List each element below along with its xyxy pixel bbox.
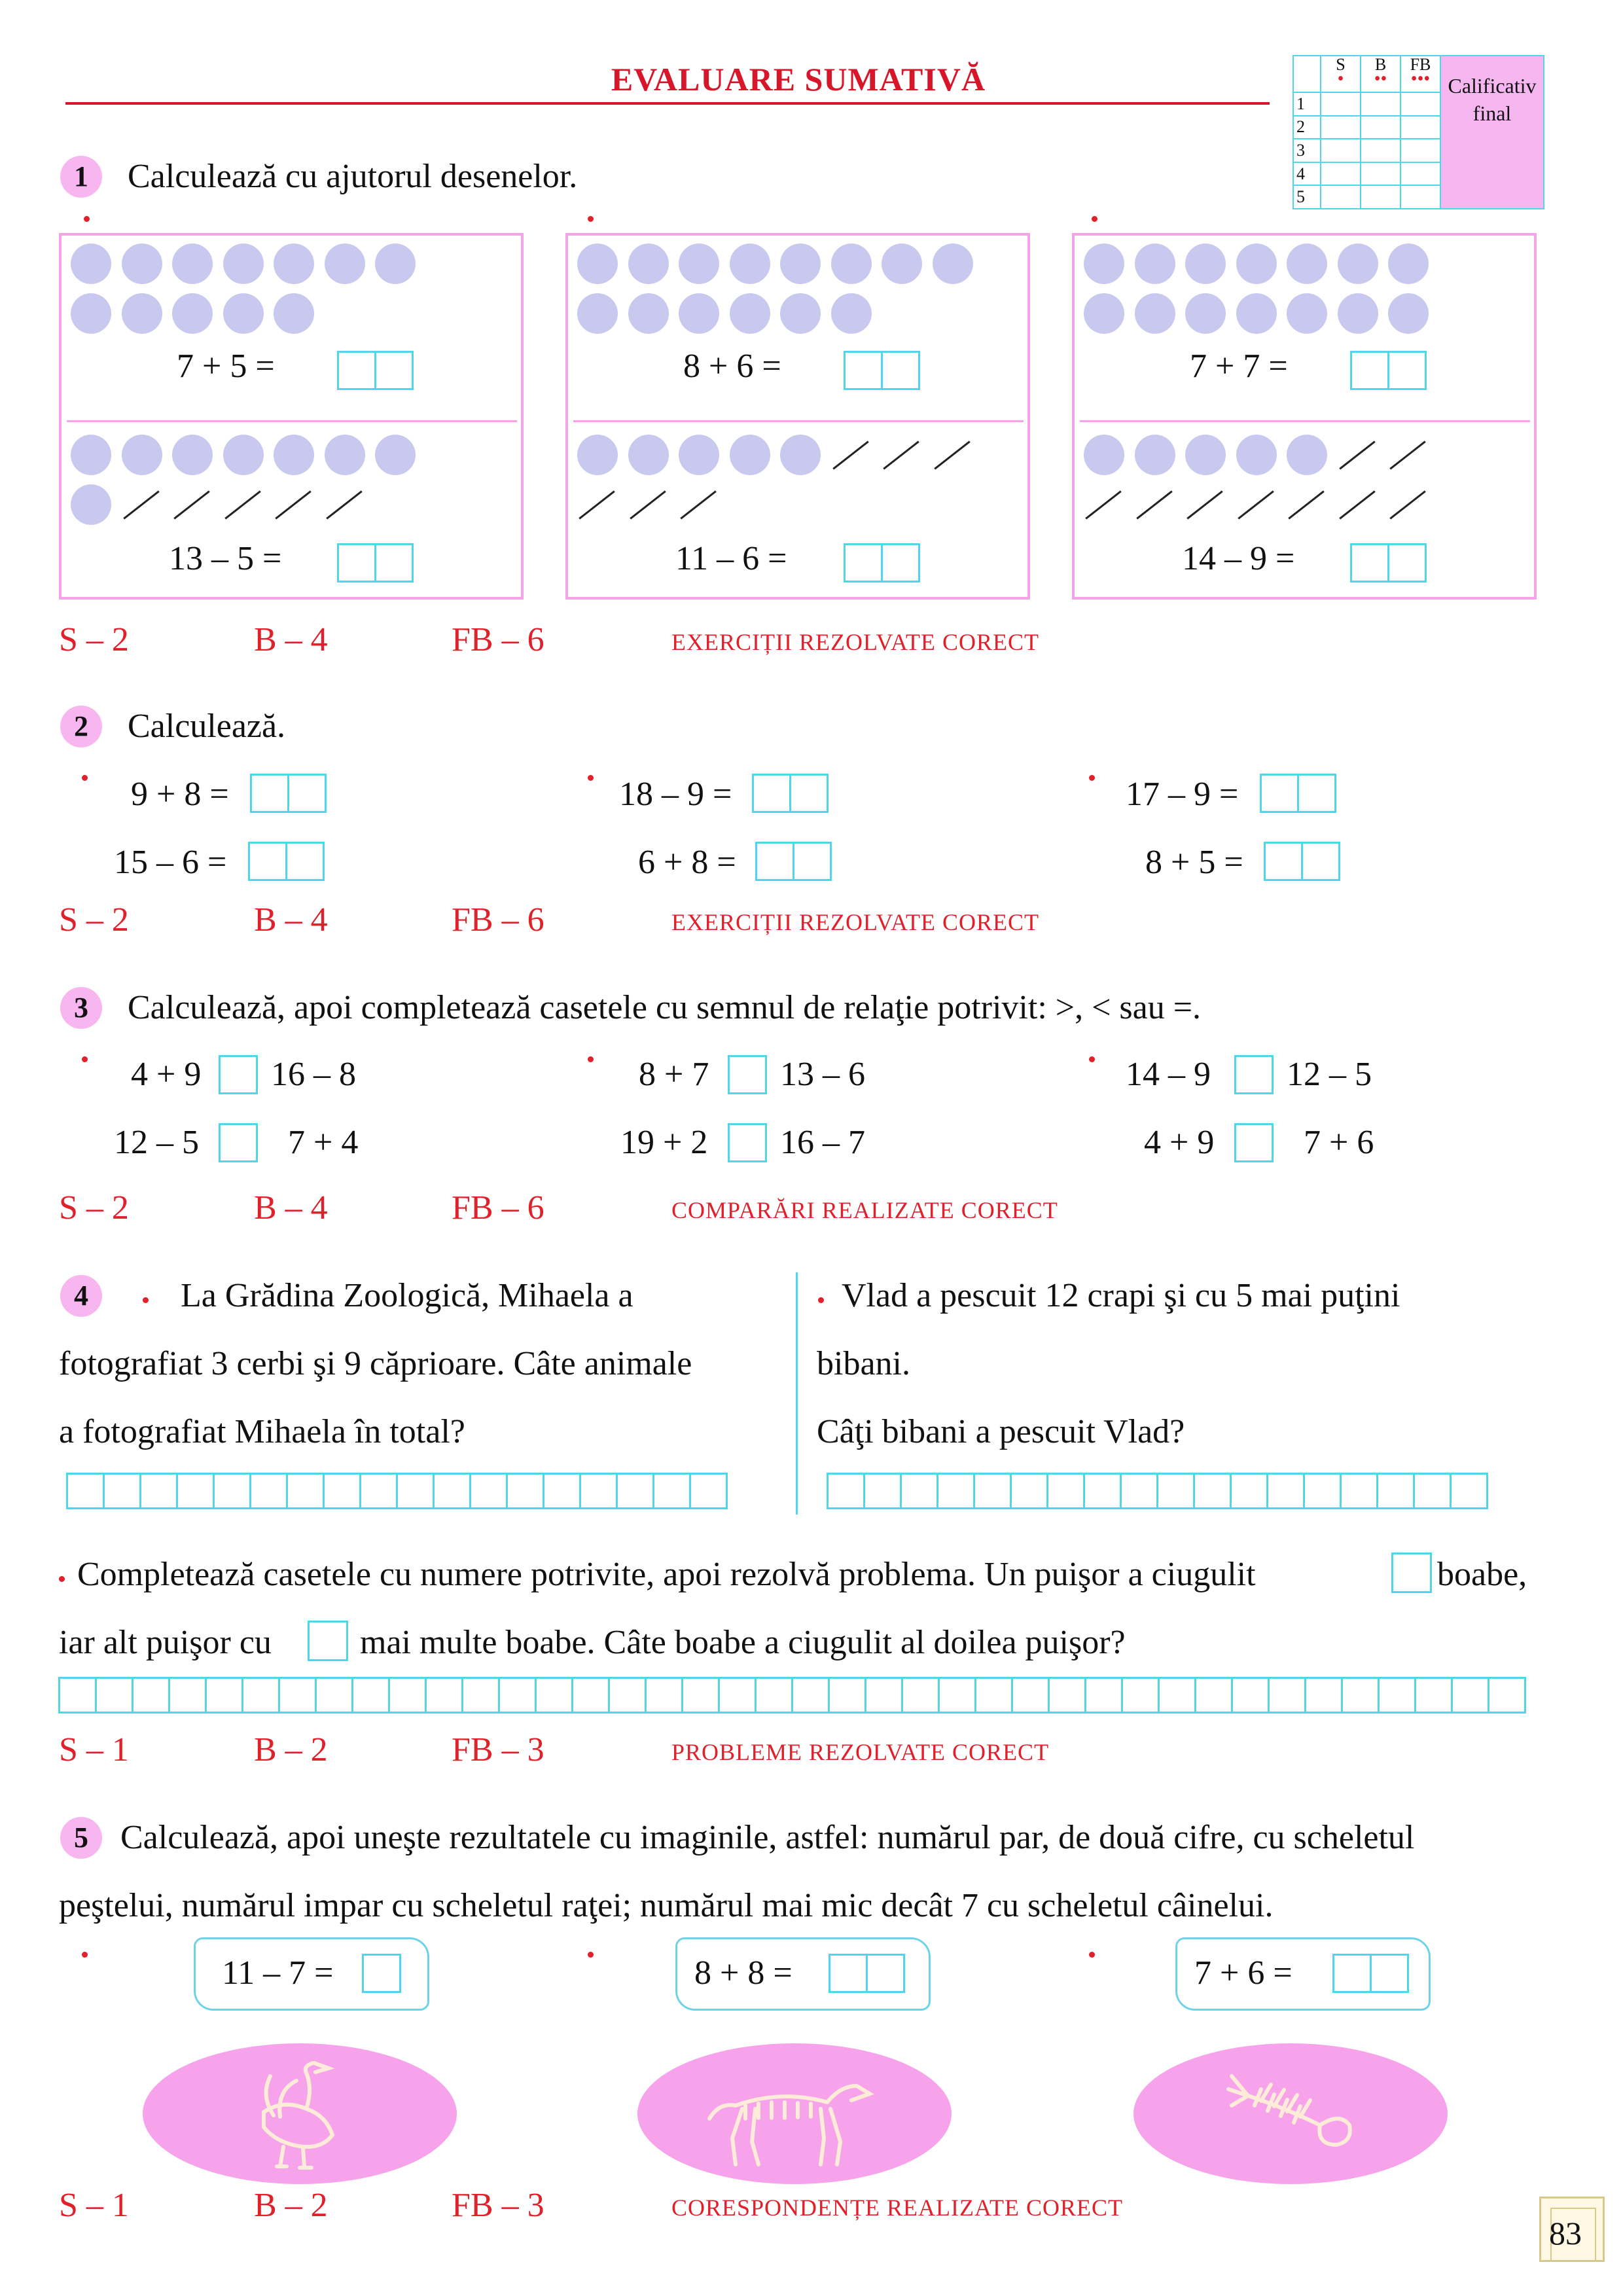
bullet [82,1952,88,1958]
fish-skeleton-icon [1133,2043,1448,2184]
sign-box[interactable] [1234,1055,1274,1094]
counter-circle [1287,243,1327,284]
grid-cell[interactable] [498,1677,537,1713]
counter-circle [780,293,821,334]
grid-cell[interactable] [1413,1473,1452,1509]
counter-circle [1135,243,1175,284]
answer-box[interactable] [1262,774,1336,813]
counter-circle [274,293,314,334]
counter-circle [274,435,314,475]
counter-circle [679,243,719,284]
final-label-2: final [1472,101,1512,125]
crossed-circle [680,490,716,519]
col-b: B [1374,55,1387,74]
counter-circle [1135,293,1175,334]
crossed-circle [173,490,209,519]
counter-circle [1236,243,1277,284]
grade-s: S – 2 [59,901,129,939]
counter-circle [679,293,719,334]
counter-circle [172,293,213,334]
crossed-circle [123,490,159,519]
ex5-instruction-line-2: peştelui, numărul impar cu scheletul raţei; numărul mai mic decât 7 cu scheletul câinelui. [59,1887,1274,1924]
bullet [84,216,90,222]
page-number: 83 [1549,2215,1582,2251]
grid-cell[interactable] [535,1677,573,1713]
grid-cell[interactable] [1158,1677,1196,1713]
ex3-1b-right: 7 + 4 [288,1124,359,1161]
answer-box[interactable] [1334,1954,1409,1993]
counter-circle [1084,243,1124,284]
col-fb: FB [1410,55,1431,74]
number-box[interactable] [308,1621,348,1661]
grid-cell[interactable] [1341,1677,1380,1713]
crossed-circle [1136,490,1172,519]
row-4: 4 [1293,162,1321,186]
drawing-card-2 [565,233,1030,600]
grid-cell[interactable] [168,1677,207,1713]
counter-circle [122,293,162,334]
answer-box[interactable] [339,543,414,583]
crossed-circle [1288,490,1324,519]
grid-cell[interactable] [1156,1473,1195,1509]
crossed-circle [1339,440,1375,469]
row-3: 3 [1293,139,1321,162]
counter-circle [1236,293,1277,334]
exercise-5-caption: CORESPONDENȚE REALIZATE CORECT [671,2195,1123,2221]
exercise-number-4: 4 [60,1275,102,1317]
counter-circle [223,293,264,334]
bullet [588,1056,594,1062]
ex2-item-1a: 9 + 8 = [131,776,229,813]
bullet [59,1576,65,1582]
answer-box[interactable] [1352,351,1427,390]
answer-box[interactable] [1266,842,1340,881]
crossed-circle [832,440,868,469]
grade-fb: FB – 6 [452,621,544,658]
grid-cell[interactable] [461,1677,500,1713]
grid-cell[interactable] [901,1677,940,1713]
ex4-third-line-1a: Completează casetele cu numere potrivite, apoi rezolvă problema. Un puişor a ciugulit [77,1556,1256,1593]
grid-cell[interactable] [1340,1473,1378,1509]
crossed-circle [1186,490,1222,519]
exercise-number-2: 2 [60,706,102,747]
exercise-2-caption: EXERCIȚII REZOLVATE CORECT [671,909,1039,935]
counter-circle [577,293,618,334]
score-table: S • B •• FB ••• Calificativ final 1 2 3 4 5 [1293,55,1544,209]
grid-cell[interactable] [1268,1677,1306,1713]
counter-circle [831,243,872,284]
counter-circle [730,293,770,334]
bullet [1089,1952,1095,1958]
exercise-1-caption: EXERCIȚII REZOLVATE CORECT [671,629,1039,655]
sign-box[interactable] [1234,1123,1274,1162]
answer-box[interactable] [757,842,832,881]
grid-cell[interactable] [1084,1677,1123,1713]
answer-grid-wide[interactable] [60,1677,1526,1713]
counter-circle [628,243,669,284]
grid-cell[interactable] [433,1473,471,1509]
counter-circle [1287,435,1327,475]
ex3-1a-right: 16 – 8 [271,1056,356,1093]
counter-circle [71,484,111,525]
row-1: 1 [1293,92,1321,116]
counter-circle [71,243,111,284]
ex2-item-2a: 18 – 9 = [619,776,732,813]
column-divider [796,1272,798,1515]
grid-cell[interactable] [388,1677,427,1713]
grid-cell[interactable] [974,1677,1013,1713]
exercise-number-3: 3 [60,987,102,1029]
bullet [1092,216,1097,222]
bullet [588,216,594,222]
grade-s: S – 2 [59,1189,129,1227]
counter-circle [325,243,365,284]
ex4-left-line-3: a fotografiat Mihaela în total? [59,1413,465,1450]
grid-cell[interactable] [865,1677,903,1713]
grid-cell[interactable] [652,1473,691,1509]
ex4-third-line-2b: mai multe boabe. Câte boabe a ciugulit al doilea puişor? [360,1624,1126,1661]
grid-cell[interactable] [1193,1473,1232,1509]
counter-circle [1185,243,1226,284]
grade-b: B – 2 [254,1731,328,1768]
counter-circle [730,435,770,475]
grid-cell[interactable] [973,1473,1012,1509]
grid-cell[interactable] [616,1473,654,1509]
counter-circle [375,435,416,475]
counter-circle [1084,435,1124,475]
grid-cell[interactable] [278,1677,317,1713]
grade-fb: FB – 3 [452,1731,544,1768]
crossed-circle [1085,490,1121,519]
grade-b: B – 4 [254,1189,328,1227]
grid-cell[interactable] [938,1677,976,1713]
grade-s: S – 1 [59,2187,129,2224]
grade-s: S – 1 [59,1731,129,1768]
row-2: 2 [1293,116,1321,139]
grid-cell[interactable] [1046,1473,1085,1509]
final-label-1: Calificativ [1448,74,1537,98]
counter-circle [1185,435,1226,475]
ex3-2a-left: 8 + 7 [639,1056,709,1093]
counter-circle [882,243,922,284]
counter-circle [831,293,872,334]
crossed-circle [1389,440,1425,469]
title-underline [65,102,1270,105]
ex3-2b-left: 19 + 2 [620,1124,708,1161]
counter-circle [780,435,821,475]
fish-skeleton-image[interactable] [1133,2043,1448,2184]
ex2-item-2b: 6 + 8 = [638,844,736,881]
counter-circle [1084,293,1124,334]
grid-cell[interactable] [791,1677,830,1713]
duck-skeleton-icon [143,2043,457,2184]
grid-cell[interactable] [95,1677,134,1713]
crossed-circle [275,490,311,519]
crossed-circle [326,490,362,519]
counter-circle [375,243,416,284]
counter-circle [223,435,264,475]
grid-cell[interactable] [132,1677,170,1713]
grid-cell[interactable] [1451,1677,1489,1713]
grid-cell[interactable] [689,1473,728,1509]
grid-cell[interactable] [936,1473,975,1509]
grid-cell[interactable] [1083,1473,1122,1509]
col-s: S [1336,55,1346,74]
counter-circle [223,243,264,284]
duck-skeleton-image[interactable] [143,2043,457,2184]
answer-grid-right[interactable] [829,1473,1488,1509]
counter-circle [1135,435,1175,475]
bullet [82,775,88,781]
grid-cell[interactable] [571,1677,610,1713]
counter-circle [933,243,973,284]
card-2-top-equation: 8 + 6 = [683,348,781,385]
ex4-left-line-2: fotografiat 3 cerbi şi 9 căprioare. Câte animale [59,1345,692,1382]
grid-cell[interactable] [900,1473,938,1509]
crossed-circle [1238,490,1274,519]
bullet [1089,775,1095,781]
grid-cell[interactable] [1048,1677,1086,1713]
counter-circle [730,243,770,284]
ex5-instruction-line-1: Calculează, apoi uneşte rezultatele cu imaginile, astfel: numărul par, de două cifre, cu scheletul [120,1819,1415,1856]
ex5-eq-3: 7 + 6 = [1194,1954,1293,1992]
grid-cell[interactable] [1304,1677,1343,1713]
grade-b: B – 4 [254,621,328,658]
ex4-right-line-1: Vlad a pescuit 12 crapi şi cu 5 mai puţini [842,1277,1400,1314]
equation-banner-2 [675,1937,931,2011]
answer-box[interactable] [339,351,414,390]
ex3-2a-right: 13 – 6 [780,1056,865,1093]
ex5-eq-2: 8 + 8 = [694,1954,793,1992]
counter-circle [71,435,111,475]
grade-fb: FB – 6 [452,901,544,939]
drawing-card-1 [59,233,524,600]
grid-cell[interactable] [396,1473,435,1509]
grid-cell[interactable] [543,1473,581,1509]
grid-cell[interactable] [205,1677,243,1713]
exercise-number-1: 1 [60,156,102,198]
bullet [588,775,594,781]
ex4-left-line-1: La Grădina Zoologică, Mihaela a [181,1277,633,1314]
exercise-1-instruction: Calculează cu ajutorul desenelor. [128,158,578,195]
grid-cell[interactable] [469,1473,508,1509]
counter-circle [1236,435,1277,475]
counter-circle [1388,243,1429,284]
counter-circle [1338,243,1378,284]
card-1-top-equation: 7 + 5 = [177,348,275,385]
bullet [588,1952,594,1958]
grid-cell[interactable] [1010,1473,1048,1509]
counter-circle [1287,293,1327,334]
ex3-2b-right: 16 – 7 [780,1124,865,1161]
grade-s: S – 2 [59,621,129,658]
exercise-4-caption: PROBLEME REZOLVATE CORECT [671,1739,1050,1765]
answer-box[interactable] [1352,543,1427,583]
bullet [818,1297,824,1303]
crossed-circle [224,490,260,519]
grid-cell[interactable] [718,1677,757,1713]
ex2-item-1b: 15 – 6 = [114,844,227,881]
grid-cell[interactable] [103,1473,141,1509]
ex3-3a-right: 12 – 5 [1287,1056,1372,1093]
sign-box[interactable] [728,1055,767,1094]
ex4-right-line-3: Câţi bibani a pescuit Vlad? [817,1413,1185,1450]
dog-skeleton-image[interactable] [637,2043,952,2184]
grid-cell[interactable] [286,1473,325,1509]
ex3-1a-left: 4 + 9 [131,1056,202,1093]
grid-cell[interactable] [1376,1473,1415,1509]
counter-circle [122,243,162,284]
grade-fb: FB – 3 [452,2187,544,2224]
counter-circle [1185,293,1226,334]
crossed-circle [579,490,615,519]
counter-circle [122,435,162,475]
counter-circle [325,435,365,475]
counter-circle [274,243,314,284]
answer-grid-left[interactable] [68,1473,728,1509]
grid-cell[interactable] [241,1677,280,1713]
grid-cell[interactable] [645,1677,683,1713]
page-number-box [1539,2197,1605,2262]
sign-box[interactable] [728,1123,767,1162]
grid-cell[interactable] [681,1677,720,1713]
grid-cell[interactable] [323,1473,361,1509]
counter-circle [172,243,213,284]
dog-skeleton-icon [637,2043,952,2184]
ex4-third-line-1b: boabe, [1437,1556,1527,1593]
counter-circle [577,243,618,284]
exercise-3-caption: COMPARĂRI REALIZATE CORECT [671,1197,1058,1223]
bullet [143,1297,149,1303]
grid-cell[interactable] [828,1677,866,1713]
counter-circle [679,435,719,475]
card-2-bottom-equation: 11 – 6 = [675,540,787,577]
grade-b: B – 2 [254,2187,328,2224]
crossed-circle [883,440,919,469]
grid-cell[interactable] [755,1677,793,1713]
grid-cell[interactable] [139,1473,178,1509]
grid-cell[interactable] [608,1677,647,1713]
row-5: 5 [1293,185,1321,209]
ex3-3b-left: 4 + 9 [1144,1124,1215,1161]
sign-box[interactable] [219,1055,258,1094]
ex4-right-line-2: bibani. [817,1345,910,1382]
counter-circle [1338,293,1378,334]
ex3-1b-left: 12 – 5 [114,1124,199,1161]
ex3-3a-left: 14 – 9 [1126,1056,1211,1093]
exercise-3-instruction: Calculează, apoi completează casetele cu semnul de relaţie potrivit: >, < sau =. [128,989,1202,1026]
crossed-circle [1389,490,1425,519]
answer-box[interactable] [830,1954,905,1993]
grid-cell[interactable] [506,1473,544,1509]
equation-banner-1 [194,1937,429,2011]
grid-cell[interactable] [359,1473,398,1509]
grid-cell[interactable] [1120,1473,1158,1509]
grid-cell[interactable] [213,1473,251,1509]
counter-circle [577,435,618,475]
ex3-3b-right: 7 + 6 [1304,1124,1374,1161]
grid-cell[interactable] [1414,1677,1453,1713]
grade-fb: FB – 6 [452,1189,544,1227]
ex2-item-3b: 8 + 5 = [1145,844,1243,881]
grade-b: B – 4 [254,901,328,939]
answer-box[interactable] [250,842,325,881]
crossed-circle [1339,490,1375,519]
grid-cell[interactable] [579,1473,618,1509]
grid-cell[interactable] [1488,1677,1526,1713]
grid-cell[interactable] [1121,1677,1160,1713]
grid-cell[interactable] [827,1473,865,1509]
grid-cell[interactable] [1303,1473,1342,1509]
ex4-third-line-2a: iar alt puişor cu [59,1624,272,1661]
card-3-top-equation: 7 + 7 = [1190,348,1288,385]
grid-cell[interactable] [66,1473,105,1509]
counter-circle [780,243,821,284]
grid-cell[interactable] [1450,1473,1488,1509]
ex2-item-3a: 17 – 9 = [1126,776,1239,813]
answer-box[interactable] [362,1954,401,1993]
answer-box[interactable] [754,774,829,813]
answer-box[interactable] [846,351,920,390]
exercise-number-5: 5 [60,1817,102,1859]
grid-cell[interactable] [1378,1677,1416,1713]
grid-cell[interactable] [1011,1677,1050,1713]
counter-circle [172,435,213,475]
answer-box[interactable] [846,543,920,583]
bullet [1089,1056,1095,1062]
number-box[interactable] [1391,1552,1432,1593]
equation-banner-3 [1175,1937,1431,2011]
grid-cell[interactable] [863,1473,902,1509]
counter-circle [71,293,111,334]
answer-box[interactable] [252,774,327,813]
grid-cell[interactable] [249,1473,288,1509]
page-title: EVALUARE SUMATIVĂ [611,61,986,98]
sign-box[interactable] [219,1123,258,1162]
grid-cell[interactable] [1266,1473,1305,1509]
crossed-circle [630,490,666,519]
grid-cell[interactable] [176,1473,215,1509]
counter-circle [1388,293,1429,334]
crossed-circle [934,440,970,469]
grid-cell[interactable] [1231,1677,1270,1713]
counter-circle [628,435,669,475]
grid-cell[interactable] [1194,1677,1233,1713]
bullet [82,1056,88,1062]
grid-cell[interactable] [315,1677,353,1713]
counter-circle [628,293,669,334]
grid-cell[interactable] [425,1677,463,1713]
drawing-card-3 [1072,233,1537,600]
card-1-bottom-equation: 13 – 5 = [169,540,282,577]
grid-cell[interactable] [351,1677,390,1713]
exercise-2-instruction: Calculează. [128,708,286,745]
ex5-eq-1: 11 – 7 = [222,1954,334,1992]
grid-cell[interactable] [1230,1473,1268,1509]
grid-cell[interactable] [58,1677,97,1713]
card-3-bottom-equation: 14 – 9 = [1182,540,1295,577]
